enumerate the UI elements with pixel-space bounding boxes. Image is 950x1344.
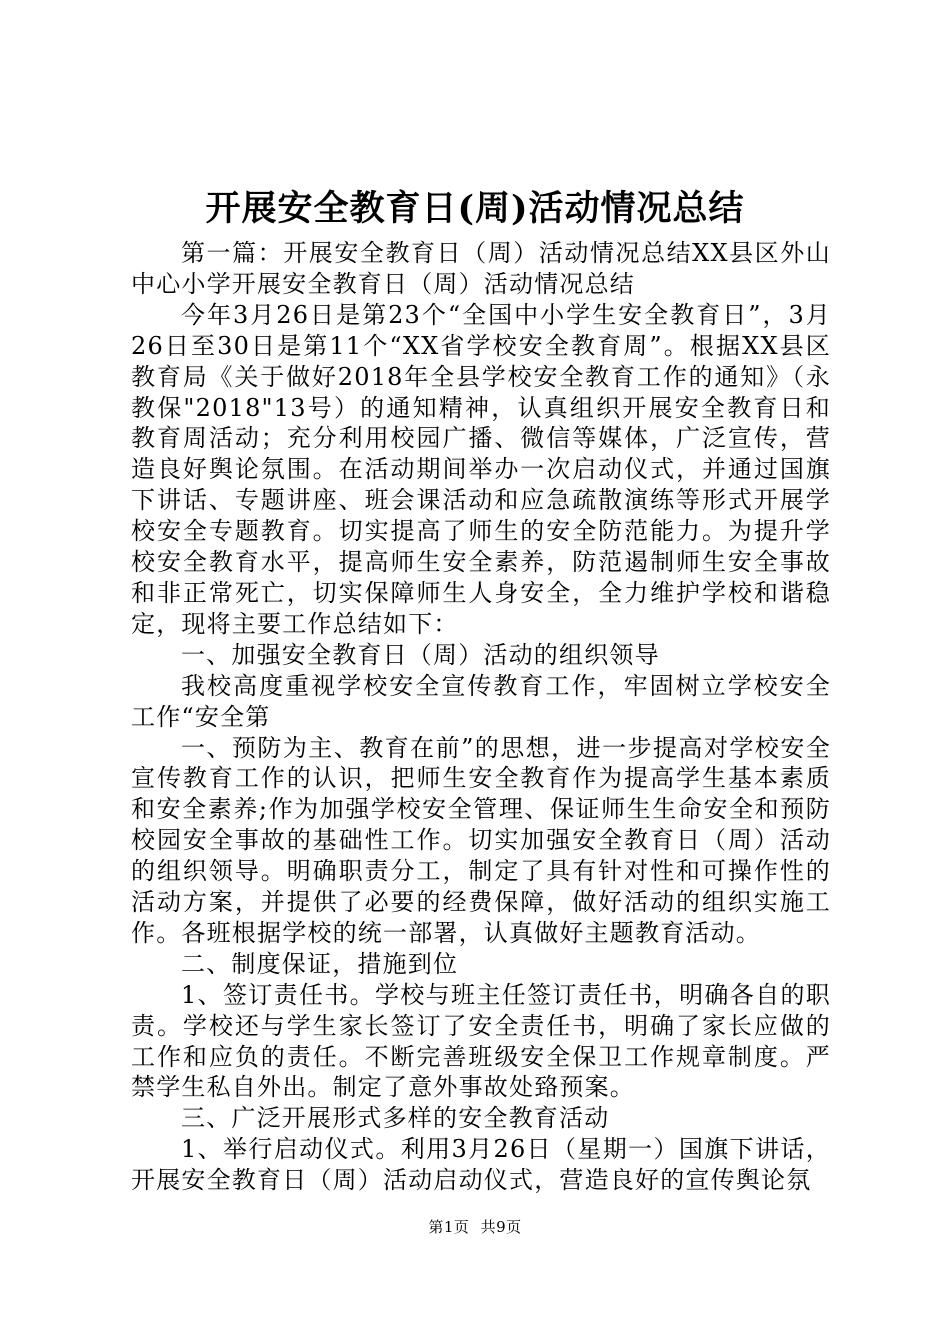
document-body: [131, 238, 831, 1196]
document-title: 开展安全教育日(周)活动情况总结: [205, 188, 745, 229]
section-heading: 二、制度保证，措施到位: [181, 949, 459, 978]
paragraph: 一、预防为主、教育在前”的思想，进一步提高对学校安全宣传教育工作的认识，把师生安全教育作为提高学生基本素质和安全素养;作为加强学校安全管理、保证师生生命安全和预防校园安全事故的基础性工作。切实加强安全教育日（周）活动的组织领导。明确职责分工，制定了具有针对性和可操作性的活动方案，并提供了必要的经费保障，做好活动的组织实施工作。各班根据学校的统一部署，认真做好主题教育活动。: [131, 733, 831, 947]
section-heading: 一、加强安全教育日（周）活动的组织领导: [181, 640, 660, 669]
page-number: 第1页: [428, 1218, 470, 1236]
page-total: 共9页: [480, 1218, 522, 1236]
paragraph: 今年3月26日是第23个“全国中小学生安全教育日”，3月26日至30日是第11个“XX省学校安全教育周”。根据XX县区教育局《关于做好2018年全县学校安全教育工作的通知》（永教保"2018"13号）的通知精神，认真组织开展安全教育日和教育周活动；充分利用校园广播、微信等媒体，广泛宣传，营造良好舆论氛围。在活动期间举办一次启动仪式，并通过国旗下讲话、专题讲座、班会课活动和应急疏散演练等形式开展学校安全专题教育。切实提高了师生的安全防范能力。为提升学校安全教育水平，提高师生安全素养，防范遏制师生安全事故和非正常死亡，切实保障师生人身安全，全力维护学校和谐稳定，现将主要工作总结如下：: [131, 300, 831, 638]
paragraph: 我校高度重视学校安全宣传教育工作，牢固树立学校安全工作“安全第: [131, 671, 831, 731]
section-heading: 三、广泛开展形式多样的安全教育活动: [181, 1104, 610, 1133]
paragraph: 1、签订责任书。学校与班主任签订责任书，明确各自的职责。学校还与学生家长签订了安全责任书，明确了家长应做的工作和应负的责任。不断完善班级安全保卫工作规章制度。严禁学生私自外出。制定了意外事故处臵预案。: [131, 980, 831, 1102]
page-footer: [0, 1217, 950, 1237]
paragraph: 1、举行启动仪式。利用3月26日（星期一）国旗下讲话，开展安全教育日（周）活动启动仪式，营造良好的宣传舆论氛: [131, 1135, 831, 1195]
paragraph: 第一篇：开展安全教育日（周）活动情况总结XX县区外山中心小学开展安全教育日（周）活动情况总结: [131, 239, 831, 298]
